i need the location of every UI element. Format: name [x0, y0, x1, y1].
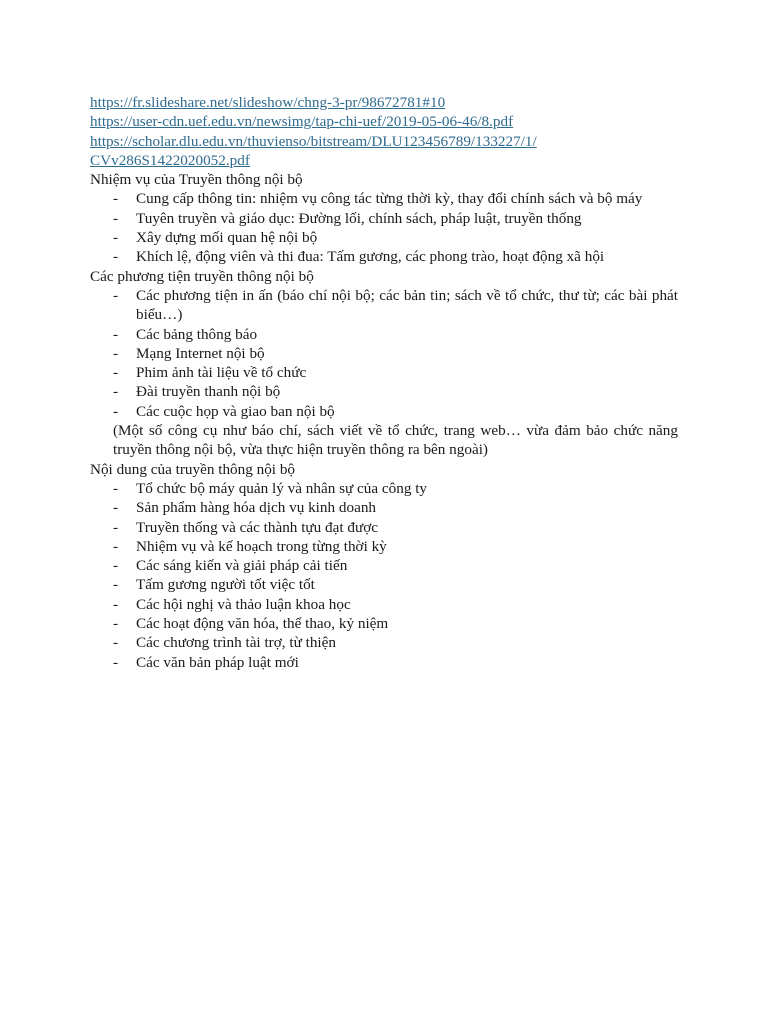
- dash-bullet: -: [113, 518, 119, 536]
- reference-link-3[interactable]: https://scholar.dlu.edu.vn/thuvienso/bitstream/DLU123456789/133227/1/: [90, 132, 537, 150]
- section-title: Nhiệm vụ của Truyền thông nội bộ: [90, 171, 303, 189]
- list-item-text: Đài truyền thanh nội bộ: [136, 383, 281, 401]
- reference-link-1[interactable]: https://fr.slideshare.net/slideshow/chng-3-pr/98672781#10: [90, 94, 446, 111]
- section-tasks: [90, 170, 678, 266]
- list-item: [90, 382, 678, 401]
- list-item: [90, 595, 678, 614]
- dash-bullet: -: [113, 190, 119, 208]
- dash-bullet: -: [113, 364, 119, 382]
- dash-bullet: -: [113, 576, 119, 594]
- dash-bullet: -: [113, 248, 119, 266]
- dash-bullet: -: [113, 595, 119, 613]
- list-item-text: Các hội nghị và thảo luận khoa học: [136, 595, 351, 613]
- section-title: Các phương tiện truyền thông nội bộ: [90, 267, 314, 285]
- list-item-text: Sản phẩm hàng hóa dịch vụ kinh doanh: [136, 499, 377, 517]
- list-item-text: Tổ chức bộ máy quản lý và nhân sự của công ty: [136, 479, 428, 497]
- list-item: [90, 537, 678, 556]
- dash-bullet: -: [113, 537, 119, 555]
- list-item: [90, 363, 678, 382]
- list-item-text: Khích lệ, động viên và thi đua: Tấm gương, các phong trào, hoạt động xã hội: [136, 248, 605, 266]
- section-contents: [90, 460, 678, 672]
- section-note: (Một số công cụ như báo chí, sách viết về tổ chức, trang web… vừa đảm bảo chức năng truyền thông nội bộ, vừa thực hiện truyền thông ra bên ngoài): [113, 422, 678, 459]
- dash-bullet: -: [113, 209, 119, 227]
- dash-bullet: -: [113, 653, 119, 671]
- dash-bullet: -: [113, 344, 119, 362]
- bullet-list: [90, 189, 678, 266]
- reference-link-2[interactable]: https://user-cdn.uef.edu.vn/newsimg/tap-chi-uef/2019-05-06-46/8.pdf: [90, 113, 514, 131]
- list-item: [90, 286, 678, 325]
- list-item-text: Xây dựng mối quan hệ nội bộ: [136, 229, 318, 247]
- dash-bullet: -: [113, 634, 119, 652]
- list-item: [90, 518, 678, 537]
- bullet-list: [90, 479, 678, 672]
- list-item: [90, 228, 678, 247]
- list-item: [90, 614, 678, 633]
- list-item-text: Các cuộc họp và giao ban nội bộ: [136, 402, 335, 420]
- bullet-list: [90, 286, 678, 421]
- dash-bullet: -: [113, 499, 119, 517]
- dash-bullet: -: [113, 229, 119, 247]
- list-item-text: Các hoạt động văn hóa, thể thao, kỷ niệm: [136, 615, 389, 633]
- list-item-text: Các phương tiện in ấn (báo chí nội bộ; các bản tin; sách về tổ chức, thư từ; các bài phát biểu…): [136, 286, 678, 324]
- reference-links: [90, 93, 678, 170]
- list-item: [90, 575, 678, 594]
- list-item-text: Các chương trình tài trợ, từ thiện: [136, 634, 336, 652]
- dash-bullet: -: [113, 325, 119, 343]
- list-item-text: Nhiệm vụ và kế hoạch trong từng thời kỳ: [136, 537, 387, 555]
- list-item-text: Tấm gương người tốt việc tốt: [136, 576, 315, 594]
- document-body: [90, 93, 678, 672]
- dash-bullet: -: [113, 615, 119, 633]
- list-item: [90, 344, 678, 363]
- section-channels: [90, 267, 678, 460]
- dash-bullet: -: [113, 402, 119, 420]
- reference-link-3-continued[interactable]: CVv286S1422020052.pdf: [90, 151, 250, 169]
- list-item: [90, 402, 678, 421]
- list-item-text: Mạng Internet nội bộ: [136, 344, 265, 362]
- list-item: [90, 325, 678, 344]
- section-title: Nội dung của truyền thông nội bộ: [90, 460, 296, 478]
- dash-bullet: -: [113, 286, 119, 304]
- list-item: [90, 653, 678, 672]
- list-item-text: Các bảng thông báo: [136, 325, 258, 343]
- list-item-text: Các văn bản pháp luật mới: [136, 653, 299, 671]
- list-item: [90, 189, 678, 208]
- list-item-text: Truyền thống và các thành tựu đạt được: [136, 518, 378, 536]
- list-item-text: Các sáng kiến và giải pháp cải tiến: [136, 557, 348, 575]
- list-item: [90, 556, 678, 575]
- list-item: [90, 498, 678, 517]
- dash-bullet: -: [113, 383, 119, 401]
- list-item-text: Phim ảnh tài liệu về tổ chức: [136, 364, 307, 382]
- list-item: [90, 479, 678, 498]
- list-item: [90, 247, 678, 266]
- list-item: [90, 209, 678, 228]
- list-item-text: Tuyên truyền và giáo dục: Đường lối, chính sách, pháp luật, truyền thống: [136, 209, 582, 227]
- list-item-text: Cung cấp thông tin: nhiệm vụ công tác từng thời kỳ, thay đổi chính sách và bộ máy: [136, 190, 643, 208]
- dash-bullet: -: [113, 479, 119, 497]
- list-item: [90, 633, 678, 652]
- dash-bullet: -: [113, 557, 119, 575]
